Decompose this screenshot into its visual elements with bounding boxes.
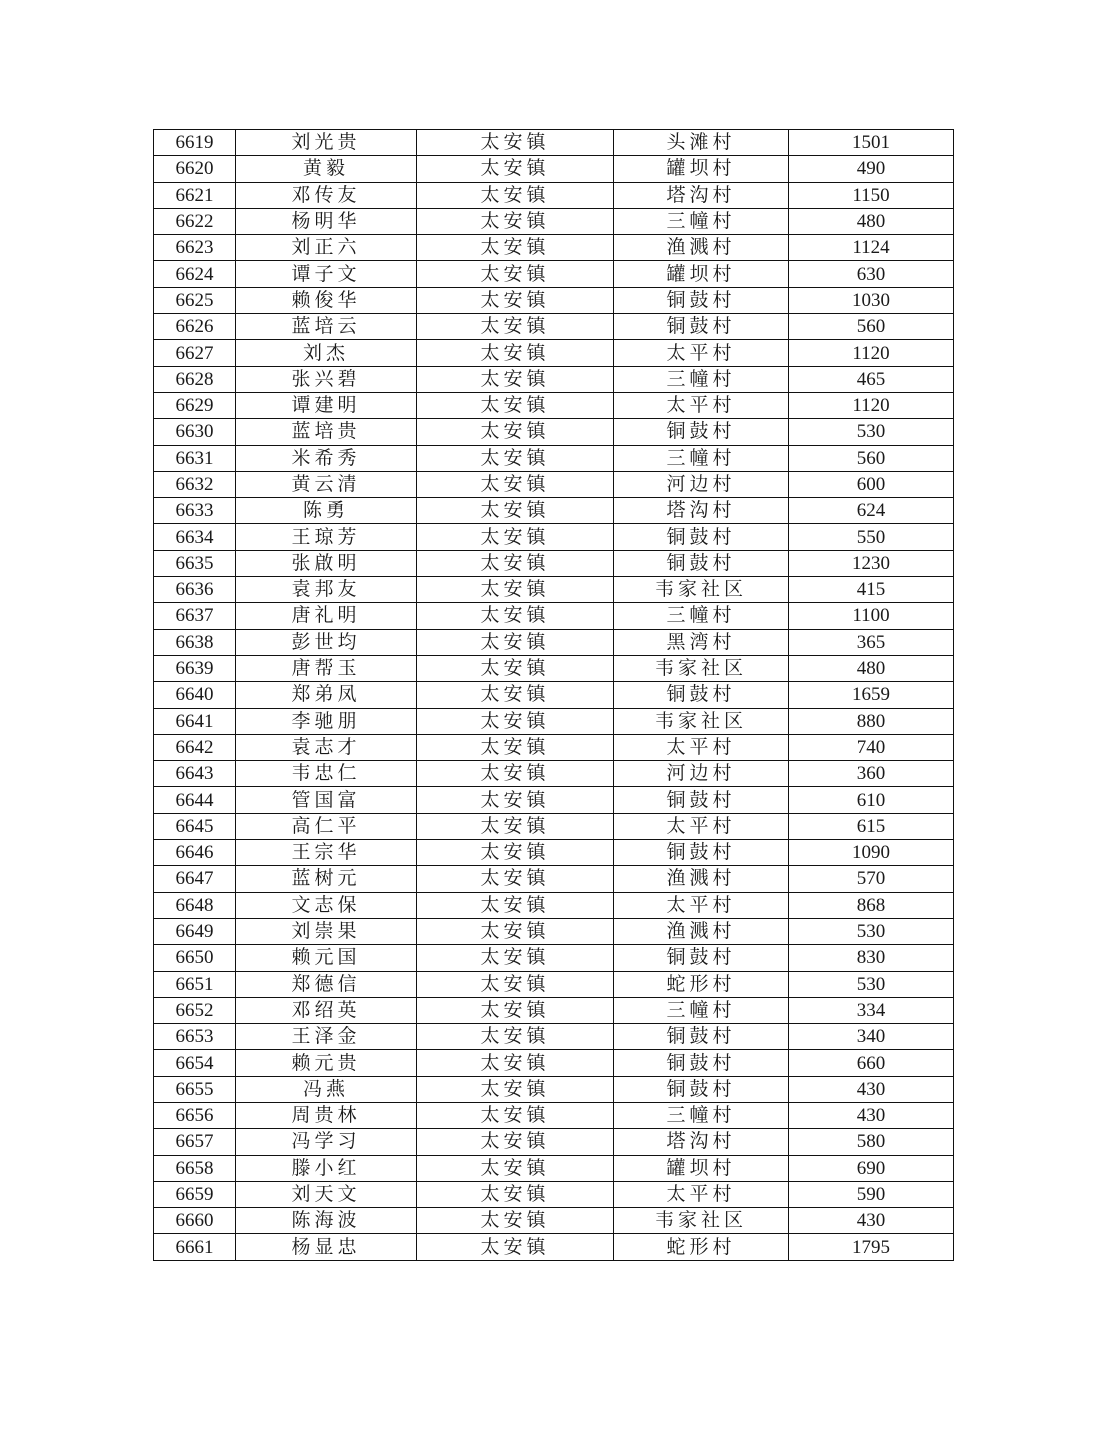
cell-amount: 1120 [789, 392, 954, 418]
cell-village: 三幢村 [614, 445, 789, 471]
cell-id: 6658 [154, 1155, 236, 1181]
cell-amount: 880 [789, 708, 954, 734]
cell-village: 铜鼓村 [614, 682, 789, 708]
cell-name: 唐帮玉 [236, 655, 417, 681]
cell-name: 刘崇果 [236, 918, 417, 944]
cell-town: 太安镇 [417, 1181, 614, 1207]
cell-amount: 415 [789, 577, 954, 603]
cell-amount: 690 [789, 1155, 954, 1181]
table-row [154, 655, 954, 681]
cell-id: 6634 [154, 524, 236, 550]
table-row [154, 1208, 954, 1234]
cell-village: 蛇形村 [614, 971, 789, 997]
cell-village: 铜鼓村 [614, 1024, 789, 1050]
cell-town: 太安镇 [417, 603, 614, 629]
cell-name: 杨显忠 [236, 1234, 417, 1260]
table-row [154, 840, 954, 866]
cell-amount: 560 [789, 314, 954, 340]
cell-town: 太安镇 [417, 629, 614, 655]
cell-id: 6659 [154, 1181, 236, 1207]
table-row [154, 550, 954, 576]
table-row [154, 130, 954, 156]
cell-amount: 430 [789, 1102, 954, 1128]
records-table-body [154, 130, 954, 1261]
cell-town: 太安镇 [417, 156, 614, 182]
cell-amount: 1090 [789, 840, 954, 866]
table-row [154, 629, 954, 655]
cell-name: 李驰朋 [236, 708, 417, 734]
cell-village: 三幢村 [614, 603, 789, 629]
cell-town: 太安镇 [417, 971, 614, 997]
cell-id: 6656 [154, 1102, 236, 1128]
cell-village: 太平村 [614, 392, 789, 418]
cell-id: 6655 [154, 1076, 236, 1102]
table-row [154, 1234, 954, 1260]
cell-name: 韦忠仁 [236, 761, 417, 787]
cell-name: 杨明华 [236, 208, 417, 234]
cell-amount: 1230 [789, 550, 954, 576]
cell-id: 6638 [154, 629, 236, 655]
cell-town: 太安镇 [417, 761, 614, 787]
cell-amount: 600 [789, 471, 954, 497]
cell-town: 太安镇 [417, 471, 614, 497]
cell-village: 太平村 [614, 813, 789, 839]
cell-village: 铜鼓村 [614, 287, 789, 313]
cell-id: 6622 [154, 208, 236, 234]
table-row [154, 392, 954, 418]
cell-amount: 610 [789, 787, 954, 813]
cell-town: 太安镇 [417, 1076, 614, 1102]
table-row [154, 524, 954, 550]
cell-id: 6650 [154, 945, 236, 971]
cell-id: 6661 [154, 1234, 236, 1260]
table-row [154, 287, 954, 313]
cell-name: 赖元国 [236, 945, 417, 971]
cell-amount: 630 [789, 261, 954, 287]
cell-name: 邓传友 [236, 182, 417, 208]
table-row [154, 682, 954, 708]
cell-id: 6624 [154, 261, 236, 287]
cell-town: 太安镇 [417, 813, 614, 839]
cell-id: 6626 [154, 314, 236, 340]
table-row [154, 734, 954, 760]
cell-village: 塔沟村 [614, 182, 789, 208]
cell-id: 6648 [154, 892, 236, 918]
cell-name: 袁邦友 [236, 577, 417, 603]
cell-town: 太安镇 [417, 235, 614, 261]
cell-id: 6645 [154, 813, 236, 839]
cell-town: 太安镇 [417, 182, 614, 208]
table-row [154, 498, 954, 524]
cell-town: 太安镇 [417, 866, 614, 892]
cell-id: 6621 [154, 182, 236, 208]
cell-name: 唐礼明 [236, 603, 417, 629]
cell-town: 太安镇 [417, 130, 614, 156]
cell-amount: 490 [789, 156, 954, 182]
cell-id: 6660 [154, 1208, 236, 1234]
cell-id: 6632 [154, 471, 236, 497]
cell-name: 蓝树元 [236, 866, 417, 892]
cell-town: 太安镇 [417, 445, 614, 471]
cell-town: 太安镇 [417, 287, 614, 313]
table-row [154, 182, 954, 208]
cell-village: 罐坝村 [614, 261, 789, 287]
cell-name: 刘天文 [236, 1181, 417, 1207]
cell-village: 太平村 [614, 892, 789, 918]
cell-id: 6652 [154, 997, 236, 1023]
cell-name: 滕小红 [236, 1155, 417, 1181]
cell-village: 三幢村 [614, 1102, 789, 1128]
cell-id: 6646 [154, 840, 236, 866]
cell-town: 太安镇 [417, 708, 614, 734]
cell-town: 太安镇 [417, 1155, 614, 1181]
table-row [154, 1181, 954, 1207]
cell-name: 冯学习 [236, 1129, 417, 1155]
cell-amount: 1030 [789, 287, 954, 313]
cell-name: 袁志才 [236, 734, 417, 760]
cell-village: 三幢村 [614, 208, 789, 234]
cell-id: 6633 [154, 498, 236, 524]
cell-village: 铜鼓村 [614, 550, 789, 576]
cell-town: 太安镇 [417, 524, 614, 550]
cell-village: 太平村 [614, 1181, 789, 1207]
table-row [154, 603, 954, 629]
table-row [154, 971, 954, 997]
cell-village: 铜鼓村 [614, 524, 789, 550]
cell-id: 6619 [154, 130, 236, 156]
cell-village: 铜鼓村 [614, 419, 789, 445]
table-row [154, 1076, 954, 1102]
cell-amount: 1100 [789, 603, 954, 629]
cell-name: 高仁平 [236, 813, 417, 839]
cell-id: 6653 [154, 1024, 236, 1050]
table-row [154, 1024, 954, 1050]
cell-amount: 740 [789, 734, 954, 760]
table-row [154, 761, 954, 787]
cell-town: 太安镇 [417, 655, 614, 681]
cell-name: 陈海波 [236, 1208, 417, 1234]
cell-town: 太安镇 [417, 208, 614, 234]
cell-amount: 430 [789, 1076, 954, 1102]
table-row [154, 1129, 954, 1155]
cell-village: 渔溅村 [614, 235, 789, 261]
cell-town: 太安镇 [417, 1024, 614, 1050]
cell-village: 三幢村 [614, 997, 789, 1023]
cell-name: 刘正六 [236, 235, 417, 261]
table-row [154, 419, 954, 445]
cell-town: 太安镇 [417, 682, 614, 708]
cell-town: 太安镇 [417, 918, 614, 944]
cell-village: 罐坝村 [614, 1155, 789, 1181]
cell-amount: 1659 [789, 682, 954, 708]
cell-amount: 430 [789, 1208, 954, 1234]
cell-village: 三幢村 [614, 366, 789, 392]
cell-id: 6623 [154, 235, 236, 261]
cell-amount: 560 [789, 445, 954, 471]
cell-name: 陈勇 [236, 498, 417, 524]
table-row [154, 471, 954, 497]
cell-village: 韦家社区 [614, 1208, 789, 1234]
cell-village: 蛇形村 [614, 1234, 789, 1260]
cell-amount: 365 [789, 629, 954, 655]
cell-town: 太安镇 [417, 892, 614, 918]
cell-town: 太安镇 [417, 1050, 614, 1076]
cell-id: 6657 [154, 1129, 236, 1155]
cell-id: 6628 [154, 366, 236, 392]
cell-name: 刘杰 [236, 340, 417, 366]
table-row [154, 708, 954, 734]
cell-town: 太安镇 [417, 392, 614, 418]
cell-village: 铜鼓村 [614, 945, 789, 971]
cell-town: 太安镇 [417, 787, 614, 813]
cell-village: 韦家社区 [614, 655, 789, 681]
table-row [154, 366, 954, 392]
cell-town: 太安镇 [417, 314, 614, 340]
cell-town: 太安镇 [417, 366, 614, 392]
cell-village: 塔沟村 [614, 498, 789, 524]
table-row [154, 208, 954, 234]
cell-town: 太安镇 [417, 340, 614, 366]
cell-name: 米希秀 [236, 445, 417, 471]
cell-id: 6641 [154, 708, 236, 734]
cell-name: 蓝培贵 [236, 419, 417, 445]
table-row [154, 445, 954, 471]
cell-name: 文志保 [236, 892, 417, 918]
table-row [154, 261, 954, 287]
cell-town: 太安镇 [417, 419, 614, 445]
cell-town: 太安镇 [417, 498, 614, 524]
cell-town: 太安镇 [417, 577, 614, 603]
cell-name: 郑德信 [236, 971, 417, 997]
cell-amount: 480 [789, 655, 954, 681]
cell-id: 6654 [154, 1050, 236, 1076]
table-row [154, 156, 954, 182]
cell-name: 张啟明 [236, 550, 417, 576]
cell-village: 铜鼓村 [614, 840, 789, 866]
cell-name: 王宗华 [236, 840, 417, 866]
records-table [153, 129, 954, 1261]
table-row [154, 1155, 954, 1181]
cell-amount: 360 [789, 761, 954, 787]
cell-id: 6631 [154, 445, 236, 471]
cell-town: 太安镇 [417, 1208, 614, 1234]
cell-amount: 1501 [789, 130, 954, 156]
cell-village: 太平村 [614, 340, 789, 366]
table-row [154, 787, 954, 813]
cell-town: 太安镇 [417, 945, 614, 971]
cell-name: 冯燕 [236, 1076, 417, 1102]
cell-village: 太平村 [614, 734, 789, 760]
cell-name: 管国富 [236, 787, 417, 813]
cell-amount: 1124 [789, 235, 954, 261]
table-row [154, 918, 954, 944]
cell-id: 6639 [154, 655, 236, 681]
cell-village: 罐坝村 [614, 156, 789, 182]
cell-village: 铜鼓村 [614, 787, 789, 813]
cell-name: 蓝培云 [236, 314, 417, 340]
cell-town: 太安镇 [417, 997, 614, 1023]
cell-village: 韦家社区 [614, 708, 789, 734]
table-row [154, 1050, 954, 1076]
cell-name: 刘光贵 [236, 130, 417, 156]
cell-amount: 1120 [789, 340, 954, 366]
cell-amount: 660 [789, 1050, 954, 1076]
cell-village: 头滩村 [614, 130, 789, 156]
cell-id: 6651 [154, 971, 236, 997]
table-row [154, 314, 954, 340]
table-row [154, 892, 954, 918]
cell-name: 谭建明 [236, 392, 417, 418]
cell-id: 6637 [154, 603, 236, 629]
table-row [154, 1102, 954, 1128]
cell-amount: 530 [789, 419, 954, 445]
cell-id: 6635 [154, 550, 236, 576]
cell-name: 黄毅 [236, 156, 417, 182]
table-row [154, 340, 954, 366]
cell-amount: 570 [789, 866, 954, 892]
cell-name: 赖元贵 [236, 1050, 417, 1076]
cell-id: 6644 [154, 787, 236, 813]
cell-amount: 624 [789, 498, 954, 524]
cell-id: 6627 [154, 340, 236, 366]
cell-id: 6647 [154, 866, 236, 892]
cell-name: 王琼芳 [236, 524, 417, 550]
cell-name: 周贵林 [236, 1102, 417, 1128]
cell-amount: 580 [789, 1129, 954, 1155]
cell-amount: 1795 [789, 1234, 954, 1260]
cell-town: 太安镇 [417, 1129, 614, 1155]
cell-village: 铜鼓村 [614, 1050, 789, 1076]
cell-id: 6625 [154, 287, 236, 313]
table-row [154, 235, 954, 261]
table-row [154, 945, 954, 971]
cell-town: 太安镇 [417, 550, 614, 576]
cell-name: 张兴碧 [236, 366, 417, 392]
cell-id: 6649 [154, 918, 236, 944]
cell-town: 太安镇 [417, 261, 614, 287]
cell-town: 太安镇 [417, 1234, 614, 1260]
cell-amount: 868 [789, 892, 954, 918]
cell-town: 太安镇 [417, 840, 614, 866]
cell-village: 韦家社区 [614, 577, 789, 603]
cell-name: 赖俊华 [236, 287, 417, 313]
cell-town: 太安镇 [417, 734, 614, 760]
cell-amount: 830 [789, 945, 954, 971]
cell-village: 河边村 [614, 761, 789, 787]
table-row [154, 813, 954, 839]
cell-village: 铜鼓村 [614, 1076, 789, 1102]
cell-village: 渔溅村 [614, 918, 789, 944]
cell-amount: 590 [789, 1181, 954, 1207]
cell-amount: 615 [789, 813, 954, 839]
cell-village: 黑湾村 [614, 629, 789, 655]
cell-village: 铜鼓村 [614, 314, 789, 340]
cell-name: 郑弟凤 [236, 682, 417, 708]
cell-id: 6642 [154, 734, 236, 760]
cell-id: 6640 [154, 682, 236, 708]
cell-village: 河边村 [614, 471, 789, 497]
cell-amount: 480 [789, 208, 954, 234]
cell-id: 6643 [154, 761, 236, 787]
cell-name: 王泽金 [236, 1024, 417, 1050]
cell-name: 谭子文 [236, 261, 417, 287]
cell-id: 6636 [154, 577, 236, 603]
cell-name: 邓绍英 [236, 997, 417, 1023]
cell-id: 6630 [154, 419, 236, 445]
table-row [154, 866, 954, 892]
cell-amount: 530 [789, 971, 954, 997]
cell-id: 6629 [154, 392, 236, 418]
cell-village: 塔沟村 [614, 1129, 789, 1155]
cell-amount: 340 [789, 1024, 954, 1050]
cell-amount: 334 [789, 997, 954, 1023]
cell-amount: 530 [789, 918, 954, 944]
cell-amount: 465 [789, 366, 954, 392]
cell-name: 黄云清 [236, 471, 417, 497]
cell-amount: 1150 [789, 182, 954, 208]
table-row [154, 577, 954, 603]
cell-id: 6620 [154, 156, 236, 182]
cell-town: 太安镇 [417, 1102, 614, 1128]
cell-amount: 550 [789, 524, 954, 550]
table-row [154, 997, 954, 1023]
cell-village: 渔溅村 [614, 866, 789, 892]
cell-name: 彭世均 [236, 629, 417, 655]
